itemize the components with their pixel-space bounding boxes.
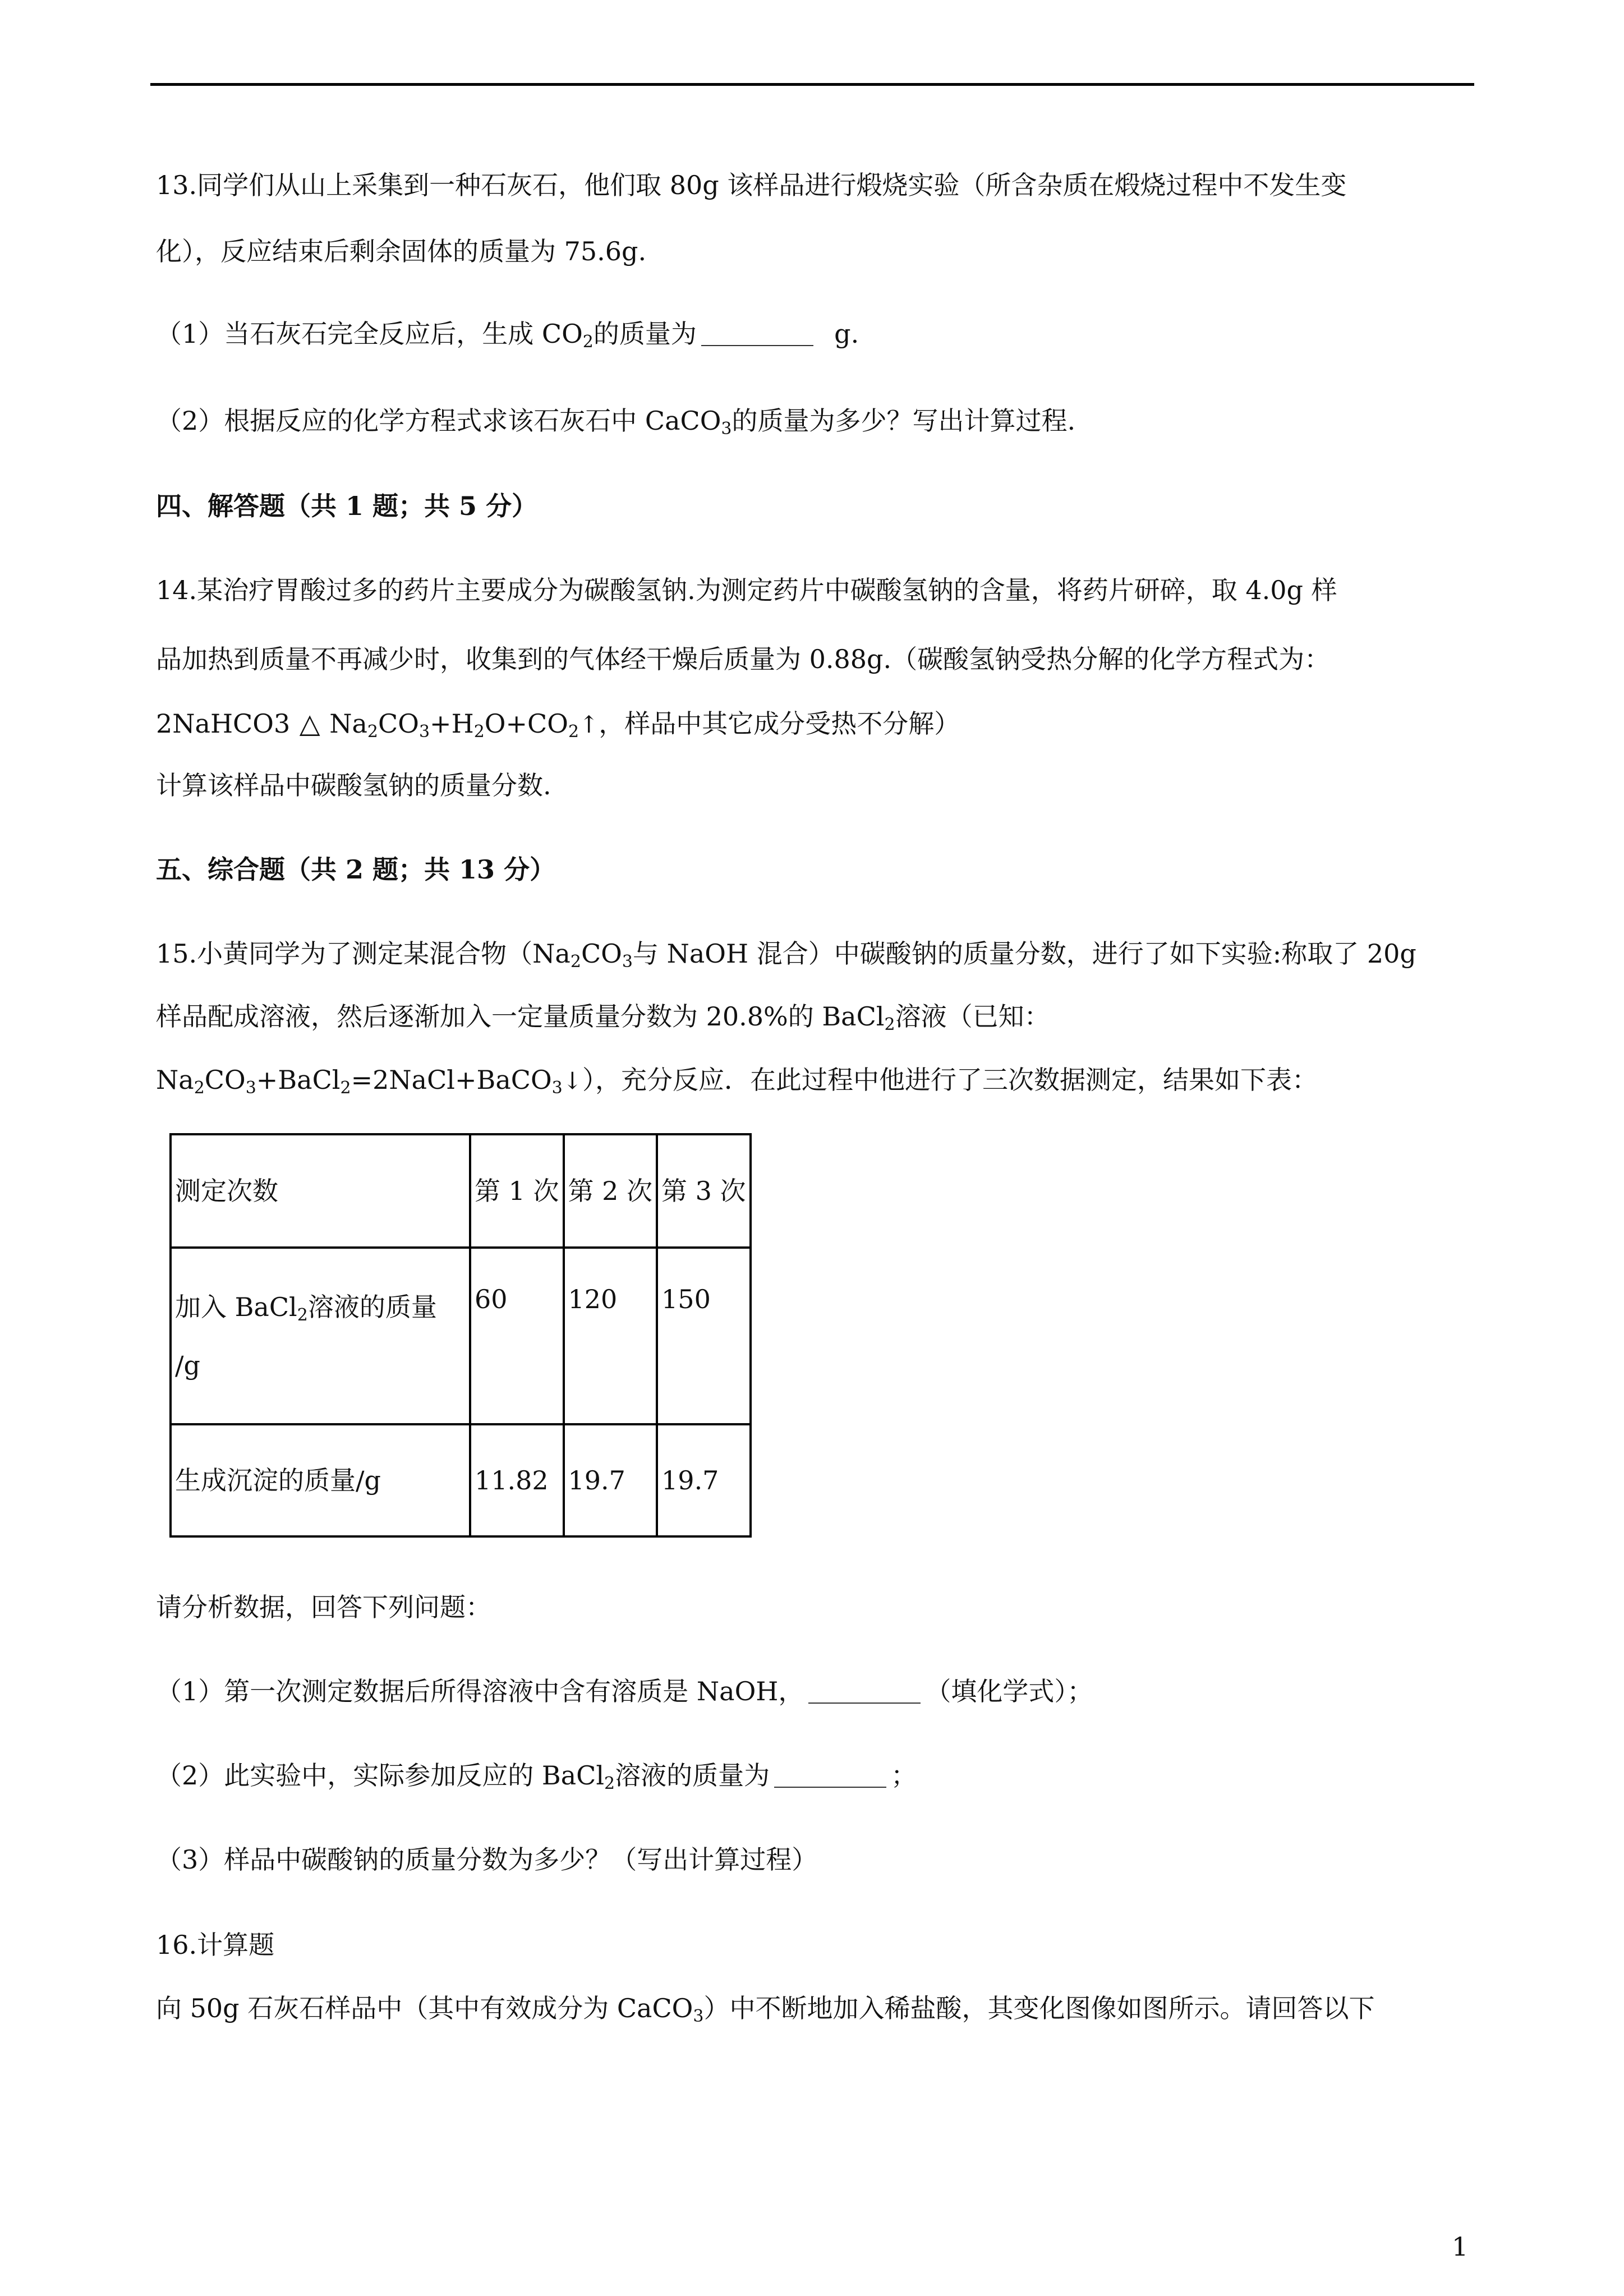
answer-blank[interactable] bbox=[701, 323, 813, 346]
section-4-heading: 四、解答题（共 1 题；共 5 分） bbox=[156, 491, 538, 521]
q14-line4: 计算该样品中碳酸氢钠的质量分数. bbox=[156, 770, 551, 800]
gas-arrow-icon: ↑ bbox=[579, 711, 599, 738]
section-5-heading: 五、综合题（共 2 题；共 13 分） bbox=[156, 854, 556, 885]
table-cell: 生成沉淀的质量/g bbox=[171, 1424, 470, 1536]
page-number: 1 bbox=[1452, 2231, 1469, 2262]
q13-part2: （2）根据反应的化学方程式求该石灰石中 CaCO$_3$的质量为多少？写出计算过程. bbox=[156, 406, 1076, 439]
table-cell: 第 2 次 bbox=[564, 1134, 657, 1248]
q13-intro-line2: 化），反应结束后剩余固体的质量为 75.6g. bbox=[156, 236, 647, 266]
measurement-table bbox=[169, 1133, 752, 1538]
q15-analyze: 请分析数据，回答下列问题： bbox=[156, 1592, 491, 1622]
q14-line2: 品加热到质量不再减少时，收集到的气体经干燥后质量为 0.88g.（碳酸氢钠受热分解的化学方程式为： bbox=[156, 644, 1331, 674]
table-cell: 第 1 次 bbox=[470, 1134, 564, 1248]
heat-triangle-icon: △ bbox=[299, 708, 320, 739]
table-cell: 19.7 bbox=[564, 1424, 657, 1536]
q15-part3: （3）样品中碳酸钠的质量分数为多少？（写出计算过程） bbox=[156, 1844, 818, 1875]
header-rule bbox=[150, 83, 1474, 86]
answer-blank[interactable] bbox=[774, 1764, 886, 1788]
q16-line1: 向 50g 石灰石样品中（其中有效成分为 CaCO$_3$）中不断地加入稀盐酸，其变化图像如图所示。请回答以下 bbox=[156, 1993, 1375, 2026]
q15-part2: （2）此实验中，实际参加反应的 BaCl$_2$溶液的质量为 ； bbox=[156, 1760, 917, 1793]
table-cell: 第 3 次 bbox=[657, 1134, 751, 1248]
q15-line3: $Na_2CO_3+BaCl_2=2NaCl+BaCO_3↓$），充分反应．在此过程中他进行了三次数据测定，结果如下表： bbox=[156, 1065, 1318, 1098]
q13-part1: （1）当石灰石完全反应后，生成 $CO_2$的质量为 g. bbox=[156, 319, 859, 352]
answer-blank[interactable] bbox=[808, 1680, 921, 1704]
q15-line1: 15.小黄同学为了测定某混合物（$Na_2CO_3$与 NaOH 混合）中碳酸钠的质量分数，进行了如下实验:称取了 20g bbox=[156, 938, 1416, 972]
table-cell: 60 bbox=[470, 1248, 564, 1424]
table-cell: 120 bbox=[564, 1248, 657, 1424]
q15-part1: （1）第一次测定数据后所得溶液中含有溶质是 NaOH， （填化学式）； bbox=[156, 1676, 1093, 1706]
table-row bbox=[171, 1424, 751, 1536]
q13-intro-line1: 13.同学们从山上采集到一种石灰石，他们取 80g 该样品进行煅烧实验（所含杂质在煅烧过程中不发生变 bbox=[156, 170, 1347, 200]
table-cell: 加入 BaCl$_2$溶液的质量 /g bbox=[171, 1248, 470, 1424]
q14-line1: 14.某治疗胃酸过多的药片主要成分为碳酸氢钠.为测定药片中碳酸氢钠的含量，将药片研碎，取 4.0g 样 bbox=[156, 575, 1337, 605]
q16-title: 16.计算题 bbox=[156, 1930, 275, 1960]
precipitate-arrow-icon: ↓ bbox=[562, 1067, 582, 1094]
table-cell: 11.82 bbox=[470, 1424, 564, 1536]
table-cell: 150 bbox=[657, 1248, 751, 1424]
q14-equation: 2NaHCO3 △ $Na_2CO_3+H_2O+CO_2↑$，样品中其它成分受热不分解） bbox=[156, 708, 960, 742]
table-row bbox=[171, 1248, 751, 1424]
table-row bbox=[171, 1134, 751, 1248]
q15-line2: 样品配成溶液，然后逐渐加入一定量质量分数为 20.8%的 BaCl$_2$溶液（已知： bbox=[156, 1001, 1050, 1034]
table-cell: 19.7 bbox=[657, 1424, 751, 1536]
table-cell: 测定次数 bbox=[171, 1134, 470, 1248]
